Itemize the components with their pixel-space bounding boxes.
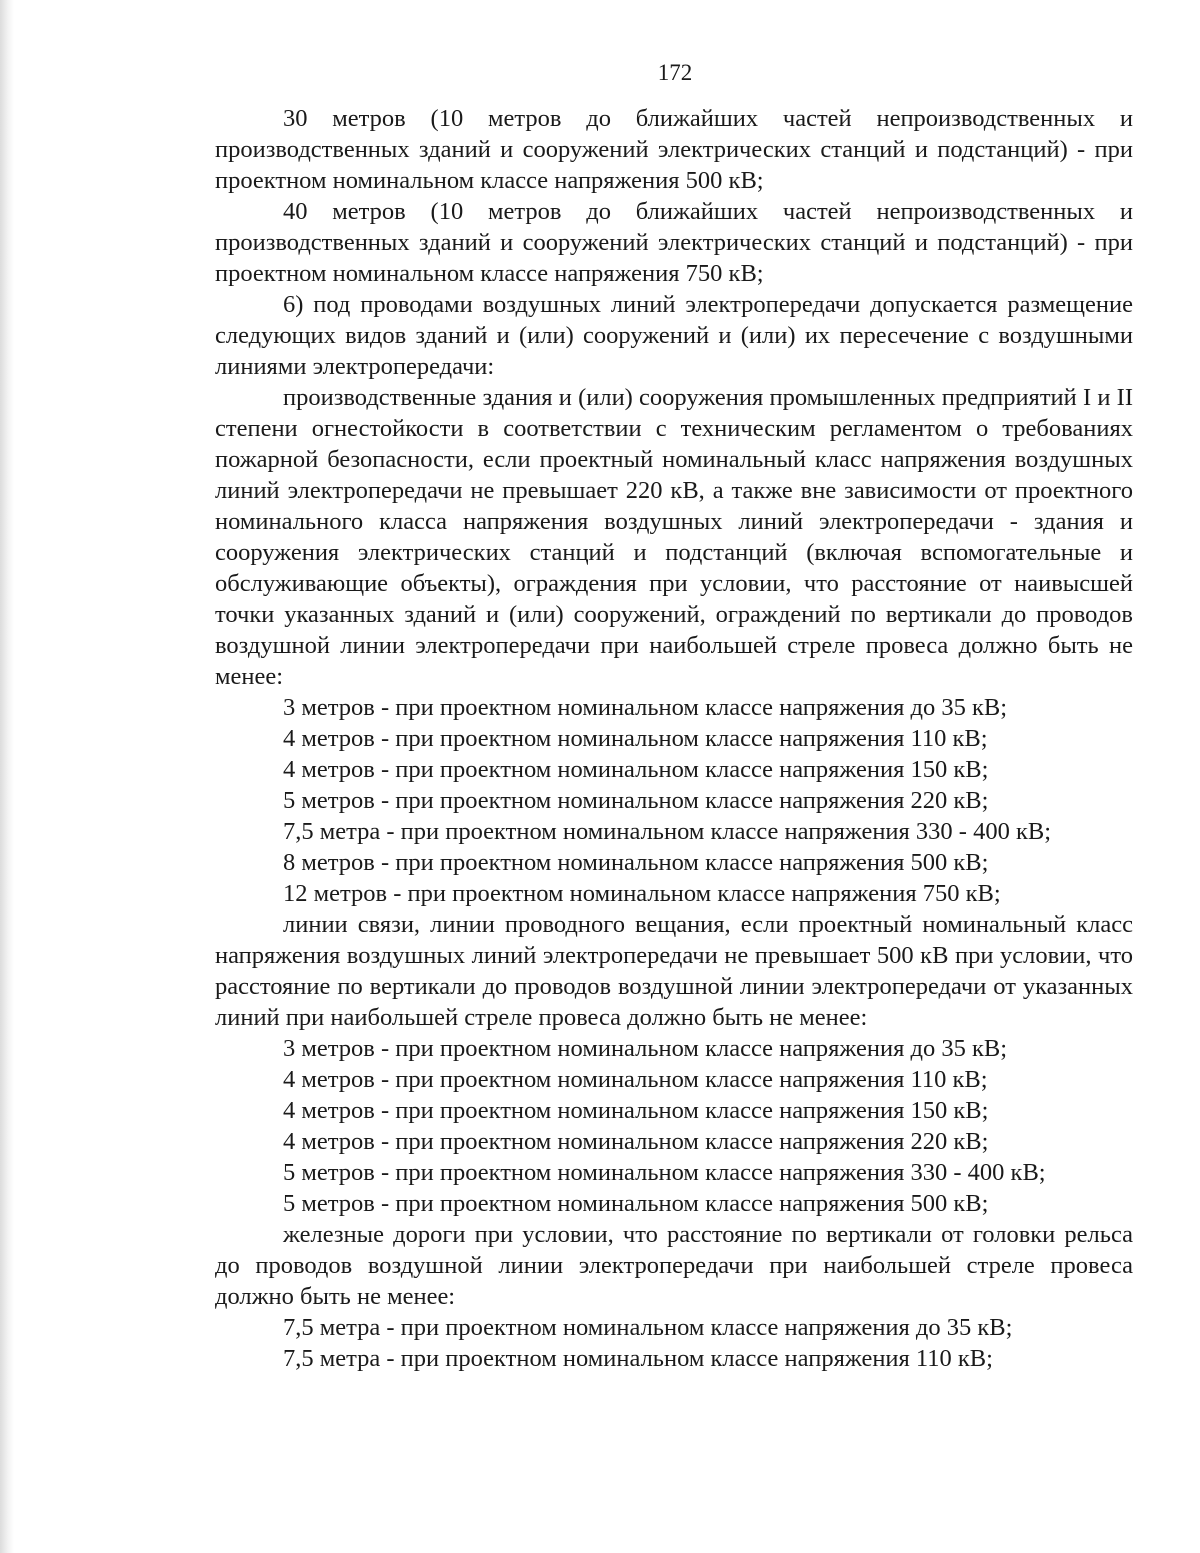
paragraph-production-buildings: производственные здания и (или) сооружения промышленных предприятий I и II степени огнестойкости в соответствии с техническим регламентом о требованиях пожарной безопасности, если проектный номинальный класс напряжения воздушных линий электропередачи не превышает 220 кВ, а также вне зависимости от проектного номинального класса напряжения воздушных линий электропередачи - здания и сооружения электрических станций и подстанций (включая вспомогательные и обслуживающие объекты), ограждения при условии, что расстояние от наивысшей точки указанных зданий и (или) сооружений, ограждений по вертикали до проводов воздушной линии электропередачи при наибольшей стреле провеса должно быть не менее: xyxy=(215,384,1133,690)
paragraph-communication-lines: линии связи, линии проводного вещания, если проектный номинальный класс напряжения воздушных линий электропередачи не превышает 500 кВ при условии, что расстояние по вертикали до проводов воздушной линии электропередачи от указанных линий при наибольшей стреле провеса должно быть не менее: xyxy=(215,911,1133,1031)
paragraph-railways: железные дороги при условии, что расстояние по вертикали от головки рельса до проводов воздушной линии электропередачи при наибольшей стреле провеса должно быть не менее: xyxy=(215,1221,1133,1310)
paragraph-40m-750kv: 40 метров (10 метров до ближайших частей непроизводственных и производственных зданий и сооружений электрических станций и подстанций) - при проектном номинальном классе напряжения 750 кВ; xyxy=(215,198,1133,287)
list-item: 4 метров - при проектном номинальном классе напряжения 110 кВ; xyxy=(283,725,988,752)
paragraph-item-6: 6) под проводами воздушных линий электропередачи допускается размещение следующих видов зданий и (или) сооружений и (или) их пересечение с воздушными линиями электропередачи: xyxy=(215,291,1133,380)
paragraph-30m-500kv: 30 метров (10 метров до ближайших частей непроизводственных и производственных зданий и сооружений электрических станций и подстанций) - при проектном номинальном классе напряжения 500 кВ; xyxy=(215,105,1133,194)
list-item: 5 метров - при проектном номинальном классе напряжения 220 кВ; xyxy=(283,787,989,814)
scan-edge-shadow xyxy=(0,0,14,1553)
list-item: 4 метров - при проектном номинальном классе напряжения 220 кВ; xyxy=(283,1128,989,1155)
list-item: 4 метров - при проектном номинальном классе напряжения 150 кВ; xyxy=(283,1097,989,1124)
list-item: 5 метров - при проектном номинальном классе напряжения 500 кВ; xyxy=(283,1190,989,1217)
list-item: 3 метров - при проектном номинальном классе напряжения до 35 кВ; xyxy=(283,1035,1008,1062)
list-item: 4 метров - при проектном номинальном классе напряжения 150 кВ; xyxy=(283,756,989,783)
list-item: 8 метров - при проектном номинальном классе напряжения 500 кВ; xyxy=(283,849,989,876)
document-body xyxy=(215,103,1133,1374)
list-item: 5 метров - при проектном номинальном классе напряжения 330 - 400 кВ; xyxy=(283,1159,1046,1186)
list-item: 7,5 метра - при проектном номинальном классе напряжения 110 кВ; xyxy=(283,1345,993,1372)
list-item: 3 метров - при проектном номинальном классе напряжения до 35 кВ; xyxy=(283,694,1008,721)
page-number: 172 xyxy=(657,60,693,85)
list-item: 4 метров - при проектном номинальном классе напряжения 110 кВ; xyxy=(283,1066,988,1093)
list-item: 7,5 метра - при проектном номинальном классе напряжения 330 - 400 кВ; xyxy=(283,818,1052,845)
list-item: 7,5 метра - при проектном номинальном классе напряжения до 35 кВ; xyxy=(283,1314,1013,1341)
list-item: 12 метров - при проектном номинальном классе напряжения 750 кВ; xyxy=(283,880,1001,907)
